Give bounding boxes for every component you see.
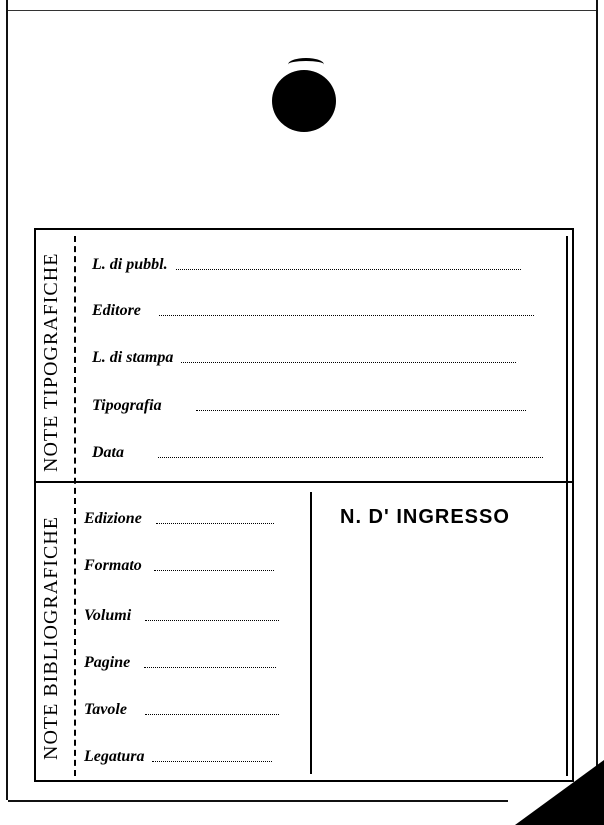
field-line: [152, 760, 272, 762]
field-label: Volumi: [84, 607, 132, 624]
field-line: [144, 666, 276, 668]
field-line: [154, 569, 274, 571]
field-legatura[interactable]: [84, 748, 304, 766]
field-tavole[interactable]: [84, 701, 304, 719]
card-bottom-edge: [8, 800, 508, 802]
field-label: Editore: [92, 302, 141, 319]
field-tipografia[interactable]: [92, 397, 562, 415]
field-data[interactable]: [92, 444, 562, 462]
field-luogo-stampa[interactable]: [92, 349, 562, 367]
field-label: L. di pubbl.: [92, 256, 168, 273]
field-label: Formato: [84, 557, 142, 574]
field-luogo-pubblicazione[interactable]: [92, 256, 562, 274]
label-column-divider: [74, 236, 77, 776]
corner-fold-shadow: [515, 760, 604, 825]
field-line: [145, 713, 279, 715]
card-top-edge: [8, 10, 596, 11]
field-edizione[interactable]: [84, 510, 304, 528]
card-left-edge: [6, 0, 8, 800]
field-volumi[interactable]: [84, 607, 304, 625]
field-line: [145, 619, 279, 621]
field-formato[interactable]: [84, 557, 304, 575]
hole-reinforcement-mark: [288, 58, 324, 71]
field-editore[interactable]: [92, 302, 562, 320]
section-divider: [36, 481, 572, 483]
field-line: [196, 409, 526, 411]
field-line: [156, 522, 274, 524]
note-tipografiche-heading: NOTE TIPOGRAFICHE: [40, 252, 62, 472]
field-line: [159, 314, 534, 316]
numero-ingresso-heading: N. D' INGRESSO: [340, 506, 510, 528]
field-line: [176, 268, 521, 270]
field-label: Tavole: [84, 701, 127, 718]
field-label: Data: [92, 444, 124, 461]
ingresso-divider: [310, 492, 312, 774]
field-label: Pagine: [84, 654, 131, 671]
field-label: Edizione: [84, 510, 142, 527]
card-right-edge: [596, 0, 598, 780]
field-pagine[interactable]: [84, 654, 304, 672]
field-label: Tipografia: [92, 397, 162, 414]
punch-hole: [272, 70, 336, 132]
field-label: Legatura: [84, 748, 145, 765]
form-inner-right-border: [566, 236, 568, 776]
field-label: L. di stampa: [92, 349, 174, 366]
field-line: [181, 361, 516, 363]
field-line: [158, 456, 543, 458]
note-bibliografiche-heading: NOTE BIBLIOGRAFICHE: [40, 516, 62, 760]
